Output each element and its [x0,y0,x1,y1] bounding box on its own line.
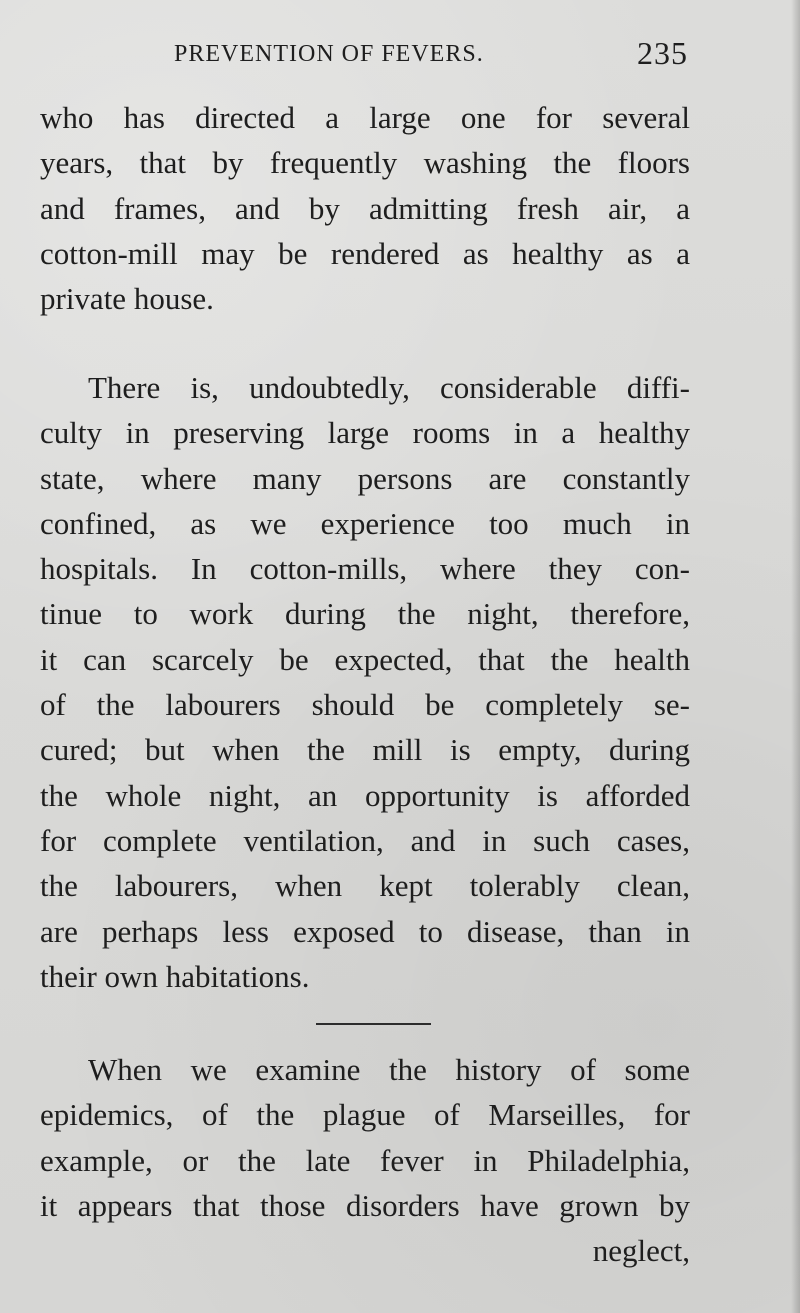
text-line: years, that by frequently washing the floors [40,145,690,181]
text-line: the labourers, when kept tolerably clean, [40,868,690,904]
running-title: PREVENTION OF FEVERS. [174,41,484,67]
text-line: There is, undoubtedly, considerable diffi- [88,370,690,405]
text-line: hospitals. In cotton-mills, where they con- [40,551,690,587]
text-line: are perhaps less exposed to disease, than in [40,913,690,949]
paragraph-3 [40,1047,690,1273]
text-line: tinue to work during the night, therefore, [40,596,690,632]
paragraph-1 [40,95,690,321]
text-line: cotton-mill may be rendered as healthy as a [40,235,690,271]
text-line: it can scarcely be expected, that the health [40,641,690,677]
text-line: culty in preserving large rooms in a healthy [40,415,690,451]
text-line: private house. [40,281,214,317]
text-line: and frames, and by admitting fresh air, a [40,190,690,226]
text-line: state, where many persons are constantly [40,460,690,496]
text-line: confined, as we experience too much in [40,505,690,541]
text-line: the whole night, an opportunity is afforded [40,777,690,813]
section-divider [316,1023,431,1025]
text-line: it appears that those disorders have grown by [40,1187,690,1223]
text-line: When we examine the history of some [88,1052,690,1087]
text-line: their own habitations. [40,958,310,994]
text-line: example, or the late fever in Philadelphia, [40,1142,690,1178]
text-line: for complete ventilation, and in such cases, [40,822,690,858]
paragraph-2 [40,365,690,999]
text-line: epidemics, of the plague of Marseilles, for [40,1097,690,1133]
page-number: 235 [637,35,688,71]
text-line: cured; but when the mill is empty, during [40,732,690,768]
page-header [170,28,688,80]
text-line: who has directed a large one for several [40,100,690,135]
catchword: neglect, [592,1233,690,1269]
text-line: of the labourers should be completely se- [40,687,690,723]
